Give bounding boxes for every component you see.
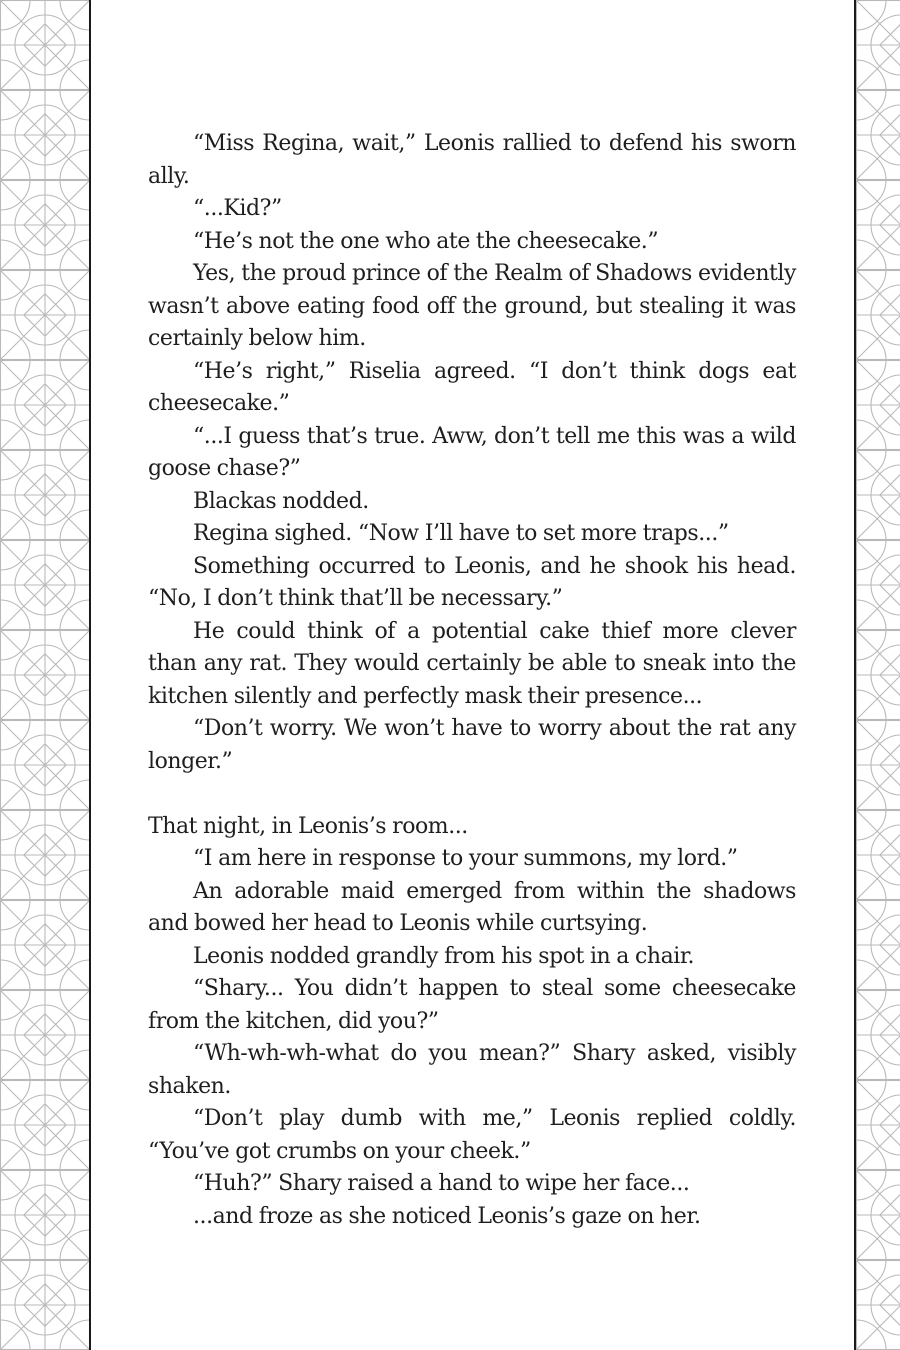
paragraph: Yes, the proud prince of the Realm of Shadows evidently wasn’t above eating food off the ground, but stealing it was certainly below him. [148,261,796,351]
paragraph: “Don’t worry. We won’t have to worry about the rat any longer.” [148,716,796,774]
paragraph: ...and froze as she noticed Leonis’s gaze on her. [193,1203,701,1229]
text-column [148,128,796,1233]
right-ornamental-border [856,0,900,1350]
paragraph: “I am here in response to your summons, my lord.” [193,846,738,871]
paragraph: Blackas nodded. [193,488,369,514]
paragraph: “...Kid?” [193,196,282,221]
scene-break-paragraph: That night, in Leonis’s room... [148,813,468,839]
paragraph: “...I guess that’s true. Aww, don’t tell me this was a wild goose chase?” [148,423,796,481]
paragraph: Regina sighed. “Now I’ll have to set more traps...” [193,521,729,546]
paragraph: Leonis nodded grandly from his spot in a chair. [193,943,695,969]
paragraph: Something occurred to Leonis, and he shook his head. “No, I don’t think that’ll be necessary.” [148,553,796,611]
paragraph: An adorable maid emerged from within the shadows and bowed her head to Leonis while curtsying. [148,878,796,936]
right-border-pattern [856,0,900,1350]
paragraph: “Wh-wh-wh-what do you mean?” Shary asked, visibly shaken. [148,1041,796,1099]
paragraph: “Huh?” Shary raised a hand to wipe her face... [193,1171,690,1196]
paragraph: He could think of a potential cake thief more clever than any rat. They would certainly be able to sneak into the kitchen silently and perfectly mask their presence... [148,618,796,709]
left-border-pattern [0,0,90,1350]
paragraph: “He’s right,” Riselia agreed. “I don’t think dogs eat cheesecake.” [148,358,796,416]
paragraph: “He’s not the one who ate the cheesecake.” [193,228,659,254]
right-frame-line [854,0,856,1350]
paragraph: “Don’t play dumb with me,” Leonis replied coldly. “You’ve got crumbs on your cheek.” [148,1106,796,1164]
paragraph: “Miss Regina, wait,” Leonis rallied to defend his sworn ally. [148,131,796,189]
left-ornamental-border [0,0,90,1350]
left-frame-line [89,0,91,1350]
paragraph: “Shary... You didn’t happen to steal some cheesecake from the kitchen, did you?” [148,976,796,1034]
